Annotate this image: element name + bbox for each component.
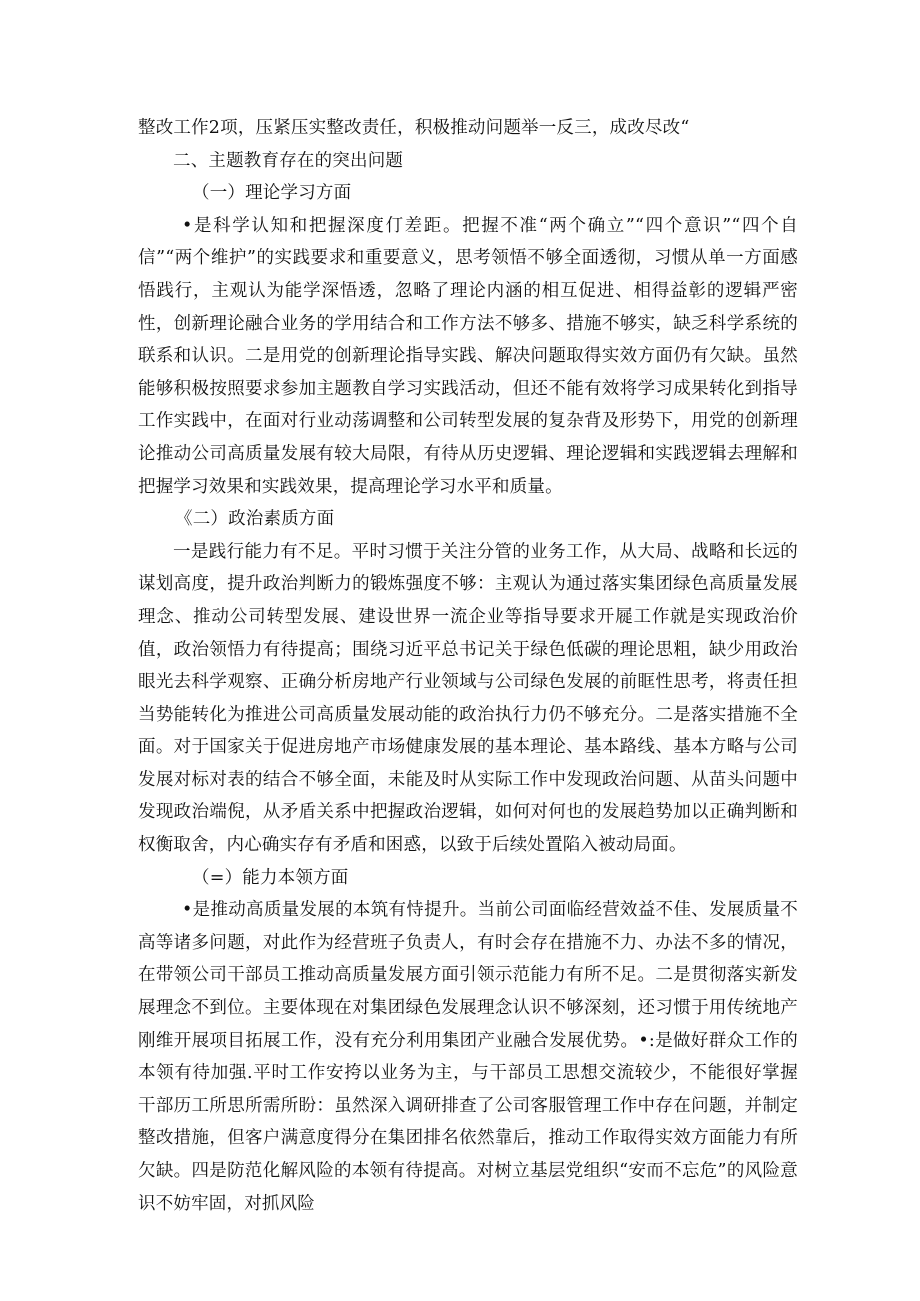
paragraph-theory: •是科学认知和把握深度仃差距。把握不准“两个确立”“四个意识”“四个自信”“两个维护”的实践要求和重要意义，思考领悟不够全面透彻，习惯从单一方面感悟践行，主观认为能学深悟透，忽略了理论内涵的相互促进、相得益彰的逻辑严密性，创新理论融合业务的学用结合和工作方法不够多、措施不够实，缺乏科学系统的联系和认识。二是用党的创新理论指导实践、解决问题取得实效方面仍有欠缺。虽然能够积极按照要求参加主题教自学习实践活动，但还不能有效将学习成果转化到指导工作实践中，在面对行业动荡调整和公司转型发展的复杂背及形势下，用党的创新理论推动公司高质量发展有较大局限，有待从历史逻辑、理论逻辑和实践逻辑去理解和把握学习效果和实践效果，提高理论学习水平和质量。 bbox=[138, 215, 798, 497]
section-heading: 二、主题教育存在的突出问题 bbox=[173, 150, 404, 171]
subsection-heading-theory: （一）理论学习方面 bbox=[192, 183, 352, 204]
subsection-heading-ability: （=）能力本领方面 bbox=[192, 867, 349, 888]
document-body bbox=[138, 112, 798, 1220]
paragraph-ability: •是推动高质量发展的本筑有恃提升。当前公司面临经营效益不佳、发展质量不高等诸多问题，对此作为经营班子负责人，有时会存在措施不力、办法不多的情况，在带领公司干部员工推动高质量发展方面引领示范能力有所不足。二是贯彻落实新发展理念不到位。主要体现在对集团绿色发展理念认识不够深刻，还习惯于用传统地产刚维开展项目拓展工作，没有充分利用集团产业融合发展优势。•:是做好群众工作的本领有待加强.平时工作安挎以业务为主，与干部员工思想交流较少，不能很好掌握干部历工所思所需所盼：虽然深入调研排查了公司客服管理工作中存在问题，并制定整改措施，但客户满意度得分在集团排名依然靠后，推动工作取得实效方面能力有所欠缺。四是防范化解风险的本领有待提高。对树立基层党组织“安而不忘危”的风险意识不妨牢固，对抓风险 bbox=[138, 900, 798, 1214]
paragraph-political: 一是践行能力有不足。平时习惯于关注分管的业务工作，从大局、战略和长远的谋划高度，提升政治判断力的锻炼强度不够：主观认为通过落实集团绿色高质量发展理念、推动公司转型发展、建设世界一流企业等指导要求开屣工作就是实现政治价值，政治领悟力有待提高；围绕习近平总书记关于绿色低碳的理论思粗，缺少用政治眼光去科学观察、正确分析房地产行业领域与公司绿色发展的前眶性思考，将责任担当势能转化为推进公司高质量发展动能的政治执行力仍不够充分。二是落实措施不全面。对于国家关于促进房地产市场健康发展的基本理论、基本路线、基本方略与公司发展对标对表的结合不够全面，未能及时从实际工作中发现政治问题、从苗头问题中发现政治端倪，从矛盾关系中把握政治逻辑，如何对何也的发展趋势加以正确判断和权衡取舍，内心确实存有矛盾和困惑，以致于后续处置陷入被动局面。 bbox=[138, 541, 798, 856]
continuation-line: 整改工作2项，压紧压实整改责任，积极推动问题举一反三，成改尽改“ bbox=[138, 118, 690, 138]
subsection-heading-political: 《二）政治素质方面 bbox=[175, 509, 335, 530]
